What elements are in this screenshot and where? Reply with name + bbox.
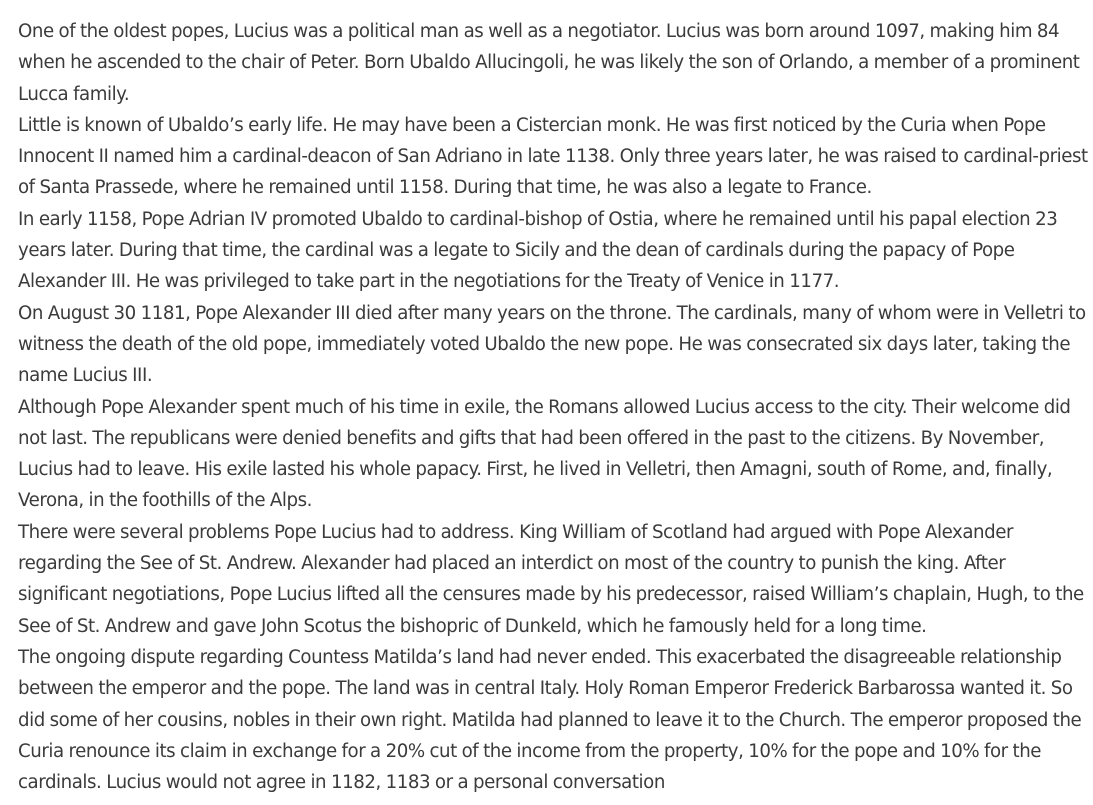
- paragraph-exile: Although Pope Alexander spent much of his time in exile, the Romans allowed Lucius access to the city. Their welcome did not last. The republicans were denied benefits and gifts that had been offered in the past to the citizens. By November, Lucius had to leave. His exile lasted his whole papacy. First, he lived in Velletri, then Amagni, south of Rome, and, finally, Verona, in the foothills of the Alps.: [18, 396, 1071, 512]
- paragraph-matilda-land: The ongoing dispute regarding Countess Matilda’s land had never ended. This exacerbated the disagreeable relationship between the emperor and the pope. The land was in central Italy. Holy Roman Emperor Frederick Barbarossa wanted it. So did some of her cousins, nobles in their own right. Matilda had planned to leave it to the Church. The emperor proposed the Curia renounce its claim in exchange for a 20% cut of the income from the property, 10% for the pope and 10% for the cardinals. Lucius would not agree in 1182, 1183 or a personal conversation: [18, 646, 1082, 794]
- paragraph-early-life: One of the oldest popes, Lucius was a political man as well as a negotiator. Lucius was born around 1097, making him 84 when he ascended to the chair of Peter. Born Ubaldo Allucingoli, he was likely the son of Orlando, a member of a prominent Lucca family.: [18, 21, 1080, 105]
- paragraph-scotland: There were several problems Pope Lucius had to address. King William of Scotland had argued with Pope Alexander regarding the See of St. Andrew. Alexander had placed an interdict on most of the country to punish the king. After significant negotiations, Pope Lucius lifted all the censures made by his predecessor, raised William’s chaplain, Hugh, to the See of St. Andrew and gave John Scotus the bishopric of Dunkeld, which he famously held for a long time.: [18, 521, 1084, 637]
- paragraph-ostia-bishopric: In early 1158, Pope Adrian IV promoted Ubaldo to cardinal-bishop of Ostia, where he remained until his papal election 23 years later. During that time, the cardinal was a legate to Sicily and the dean of cardinals during the papacy of Pope Alexander III. He was privileged to take part in the negotiations for the Treaty of Venice in 1177.: [18, 208, 1058, 293]
- article-body: [18, 16, 1090, 798]
- paragraph-election: On August 30 1181, Pope Alexander III died after many years on the throne. The cardinals, many of whom were in Velletri to witness the death of the old pope, immediately voted Ubaldo the new pope. He was consecrated six days later, taking the name Lucius III.: [18, 302, 1086, 387]
- paragraph-curia-career: Little is known of Ubaldo’s early life. He may have been a Cistercian monk. He was first noticed by the Curia when Pope Innocent II named him a cardinal-deacon of San Adriano in late 1138. Only three years later, he was raised to cardinal-priest of Santa Prassede, where he remained until 1158. During that time, he was also a legate to France.: [18, 114, 1088, 199]
